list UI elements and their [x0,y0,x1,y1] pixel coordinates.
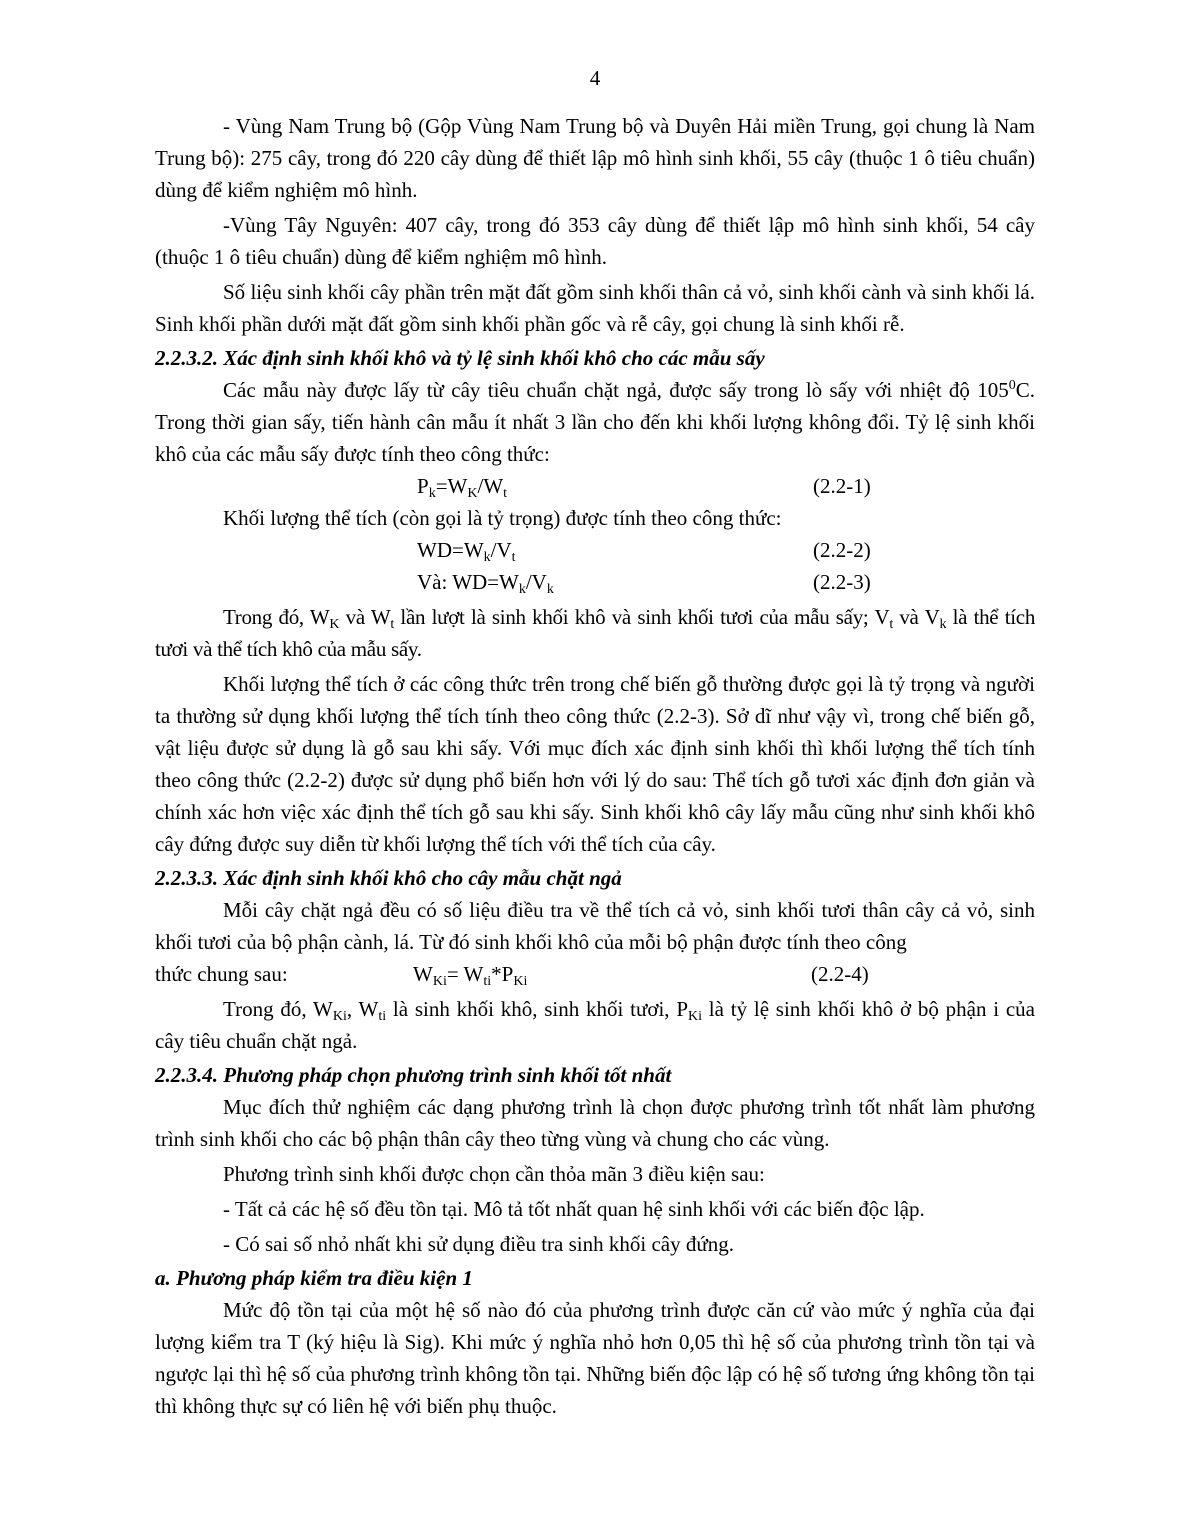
formula-2-2-4: thức chung sau: $W_{Ki}= W_{ti}*P_{Ki}$ (2.2-4) [155,958,1035,990]
section-heading-2234: 2.2.3.4. Phương pháp chọn phương trình sinh khối tốt nhất [155,1063,672,1087]
paragraph-nam-trung-bo: - Vùng Nam Trung bộ (Gộp Vùng Nam Trung bộ và Duyên Hải miền Trung, gọi chung là Nam Trung bộ): 275 cây, trong đó 220 cây dùng để thiết lập mô hình sinh khối, 55 cây (thuộc 1 ô tiêu chuẩn) dùng để kiểm nghiệm mô hình. [155,114,1035,202]
formula-2-2-3: Và: $WD=W_k/V_k$ (2.2-3) [155,566,1035,598]
paragraph-muc-dich: Mục đích thử nghiệm các dạng phương trình là chọn được phương trình tốt nhất làm phương trình sinh khối cho các bộ phận thân cây theo từng vùng và chung cho các vùng. [155,1095,1035,1151]
formula-number: (2.2-1) [813,474,871,498]
paragraph-khoi-luong: Khối lượng thể tích (còn gọi là tỷ trọng) được tính theo công thức: [223,506,782,530]
paragraph-moi-cay: Mỗi cây chặt ngả đều có số liệu điều tra về thể tích cả vỏ, sinh khối tươi thân cây cả vỏ, sinh khối tươi của bộ phận cành, lá. Từ đó sinh khối khô của mỗi bộ phận được tính theo công [155,898,1035,954]
list-item-condition-1: - Tất cả các hệ số đều tồn tại. Mô tả tốt nhất quan hệ sinh khối với các biến độc lập. [223,1197,925,1221]
paragraph-khoi-luong-2: Khối lượng thể tích ở các công thức trên trong chế biến gỗ thường được gọi là tỷ trọng và người ta thường sử dụng khối lượng thể tích tính theo công thức (2.2-3). Sở dĩ như vậy vì, trong chế biến gỗ, vật liệu được sử dụng là gỗ sau khi sấy. Với mục đích xác định sinh khối thì khối lượng thể tích tính theo công thức (2.2-2) được sử dụng phổ biến hơn với lý do sau: Thể tích gỗ tươi xác định đơn giản và chính xác hơn việc xác định thể tích gỗ sau khi sấy. Sinh khối khô cây lấy mẫu cũng như sinh khối khô cây đứng được suy diễn từ khối lượng thể tích với thể tích của cây. [155,672,1035,856]
paragraph-muc-do: Mức độ tồn tại của một hệ số nào đó của phương trình được căn cứ vào mức ý nghĩa của đại lượng kiểm tra T (ký hiệu là Sig). Khi mức ý nghĩa nhỏ hơn 0,05 thì hệ số của phương trình tồn tại và ngược lại thì hệ số của phương trình không tồn tại. Những biến độc lập có hệ số tương ứng không tồn tại thì không thực sự có liên hệ với biến phụ thuộc. [155,1298,1035,1418]
paragraph-tay-nguyen: -Vùng Tây Nguyên: 407 cây, trong đó 353 cây dùng để thiết lập mô hình sinh khối, 54 cây (thuộc 1 ô tiêu chuẩn) dùng để kiểm nghiệm mô hình. [155,213,1035,269]
formula-2-2-2: $WD=W_k/V_t$ (2.2-2) [155,534,1035,566]
section-heading-2233: 2.2.3.3. Xác định sinh khối khô cho cây mẫu chặt ngả [155,866,622,890]
paragraph-trong-do-2: Trong đó, $W_{Ki}$, $W_{ti}$ là sinh khối khô, sinh khối tươi, $P_{Ki}$ là tỷ lệ sinh khối khô ở bộ phận i của cây tiêu chuẩn chặt ngả. [155,997,1035,1053]
section-heading-2232: 2.2.3.2. Xác định sinh khối khô và tỷ lệ sinh khối khô cho các mẫu sấy [155,346,765,370]
paragraph-trong-do-1: Trong đó, $W_K$ và $W_t$ lần lượt là sinh khối khô và sinh khối tươi của mẫu sấy; $V_t$ và $V_k$ là thể tích tươi và thể tích khô của mẫu sấy. [155,605,1036,661]
paragraph-mau-say: Các mẫu này được lấy từ cây tiêu chuẩn chặt ngả, được sấy trong lò sấy với nhiệt độ $105^0C$. Trong thời gian sấy, tiến hành cân mẫu ít nhất 3 lần cho đến khi khối lượng không đổi. Tỷ lệ sinh khối khô của các mẫu sấy được tính theo công thức: [155,378,1035,466]
formula-number: (2.2-3) [813,570,871,594]
list-item-condition-2: - Có sai số nhỏ nhất khi sử dụng điều tra sinh khối cây đứng. [223,1232,734,1256]
paragraph-dieu-kien: Phương trình sinh khối được chọn cần thỏa mãn 3 điều kiện sau: [223,1162,765,1186]
formula-2-2-1: $P_k=W_K/W_t$ (2.2-1) [155,470,1035,502]
paragraph-so-lieu: Số liệu sinh khối cây phần trên mặt đất gồm sinh khối thân cả vỏ, sinh khối cành và sinh khối lá. Sinh khối phần dưới mặt đất gồm sinh khối phần gốc và rễ cây, gọi chung là sinh khối rễ. [155,280,1035,336]
formula-number: (2.2-4) [811,962,869,986]
section-heading-a: a. Phương pháp kiểm tra điều kiện 1 [155,1266,473,1290]
page-number: 4 [589,66,601,90]
formula-number: (2.2-2) [813,538,871,562]
